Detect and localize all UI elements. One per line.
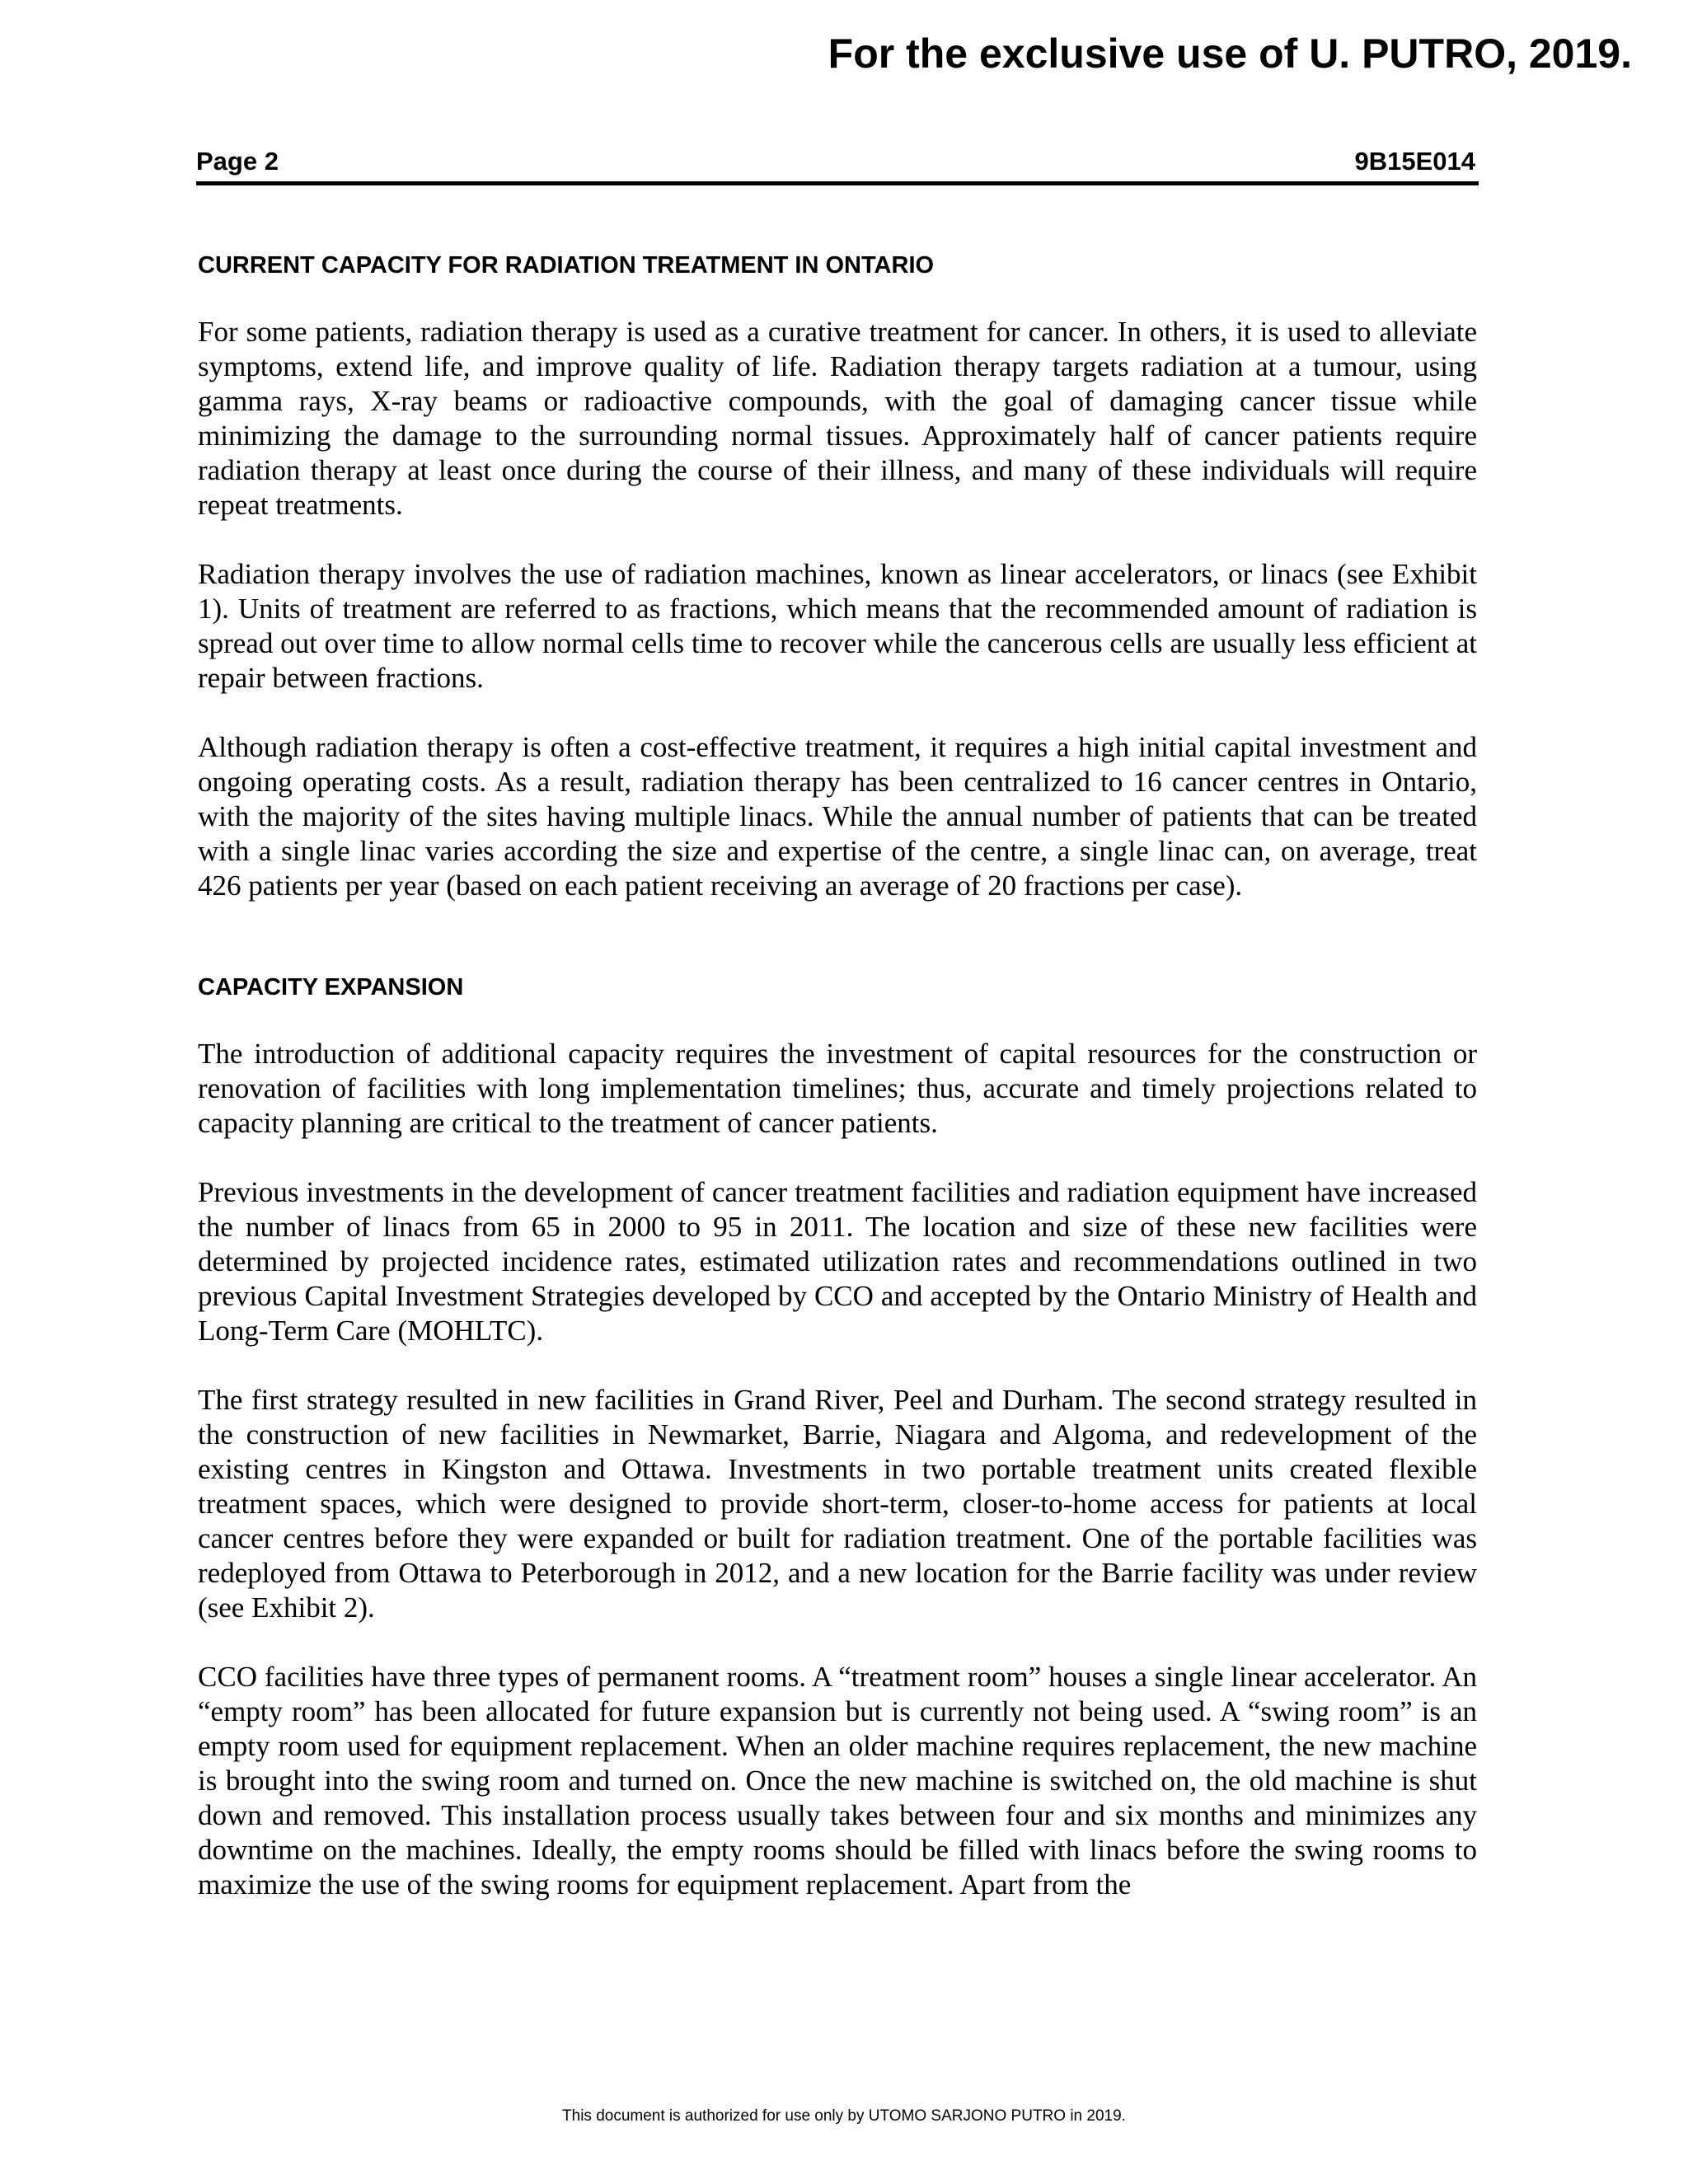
- exclusive-use-watermark: For the exclusive use of U. PUTRO, 2019.: [828, 30, 1632, 77]
- section-spacer: [198, 938, 1477, 971]
- paragraph: For some patients, radiation therapy is used as a curative treatment for cancer. In others, it is used to alleviate symptoms, extend life, and improve quality of life. Radiation therapy targets radiation at a tumour, using gamma rays, X-ray beams or radioactive compounds, with the goal of damaging cancer tissue while minimizing the damage to the surrounding normal tissues. Approximately half of cancer patients require radiation therapy at least once during the course of their illness, and many of these individuals will require repeat treatments.: [198, 316, 1477, 521]
- page-header: [196, 147, 1479, 185]
- paragraph: The introduction of additional capacity requires the investment of capital resources for the construction or renovation of facilities with long implementation timelines; thus, accurate and timely projections related to capacity planning are critical to the treatment of cancer patients.: [198, 1038, 1477, 1139]
- document-body: [198, 249, 1477, 1937]
- paragraph: CCO facilities have three types of permanent rooms. A “treatment room” houses a single linear accelerator. An “empty room” has been allocated for future expansion but is currently not being used. A “swing room” is an empty room used for equipment replacement. When an older machine requires replacement, the new machine is brought into the swing room and turned on. Once the new machine is switched on, the old machine is shut down and removed. This installation process usually takes between four and six months and minimizes any downtime on the machines. Ideally, the empty rooms should be filled with linacs before the swing rooms to maximize the use of the swing rooms for equipment replacement. Apart from the: [198, 1661, 1477, 1900]
- section-heading-capacity-expansion: CAPACITY EXPANSION: [198, 974, 464, 1001]
- paragraph: Previous investments in the development of cancer treatment facilities and radiation equipment have increased the number of linacs from 65 in 2000 to 95 in 2011. The location and size of these new facilities were determined by projected incidence rates, estimated utilization rates and recommendations outlined in two previous Capital Investment Strategies developed by CCO and accepted by the Ontario Ministry of Health and Long-Term Care (MOHLTC).: [198, 1176, 1477, 1347]
- paragraph: The first strategy resulted in new facilities in Grand River, Peel and Durham. The second strategy resulted in the construction of new facilities in Newmarket, Barrie, Niagara and Algoma, and redevelopment of the existing centres in Kingston and Ottawa. Investments in two portable treatment units created flexible treatment spaces, which were designed to provide short-term, closer-to-home access for patients at local cancer centres before they were expanded or built for radiation treatment. One of the portable facilities was redeployed from Ottawa to Peterborough in 2012, and a new location for the Barrie facility was under review (see Exhibit 2).: [198, 1384, 1477, 1624]
- paragraph: Although radiation therapy is often a cost-effective treatment, it requires a high initial capital investment and ongoing operating costs. As a result, radiation therapy has been centralized to 16 cancer centres in Ontario, with the majority of the sites having multiple linacs. While the annual number of patients that can be treated with a single linac varies according the size and expertise of the centre, a single linac can, on average, treat 426 patients per year (based on each patient receiving an average of 20 fractions per case).: [198, 731, 1477, 902]
- authorization-footer: This document is authorized for use only by UTOMO SARJONO PUTRO in 2019.: [562, 2107, 1126, 2125]
- paragraph: Radiation therapy involves the use of radiation machines, known as linear accelerators, or linacs (see Exhibit 1). Units of treatment are referred to as fractions, which means that the recommended amount of radiation is spread out over time to allow normal cells time to recover while the cancerous cells are usually less efficient at repair between fractions.: [198, 558, 1477, 694]
- page-number: Page 2: [196, 147, 279, 176]
- section-heading-current-capacity: CURRENT CAPACITY FOR RADIATION TREATMENT IN ONTARIO: [198, 252, 935, 279]
- case-number: 9B15E014: [1354, 147, 1475, 176]
